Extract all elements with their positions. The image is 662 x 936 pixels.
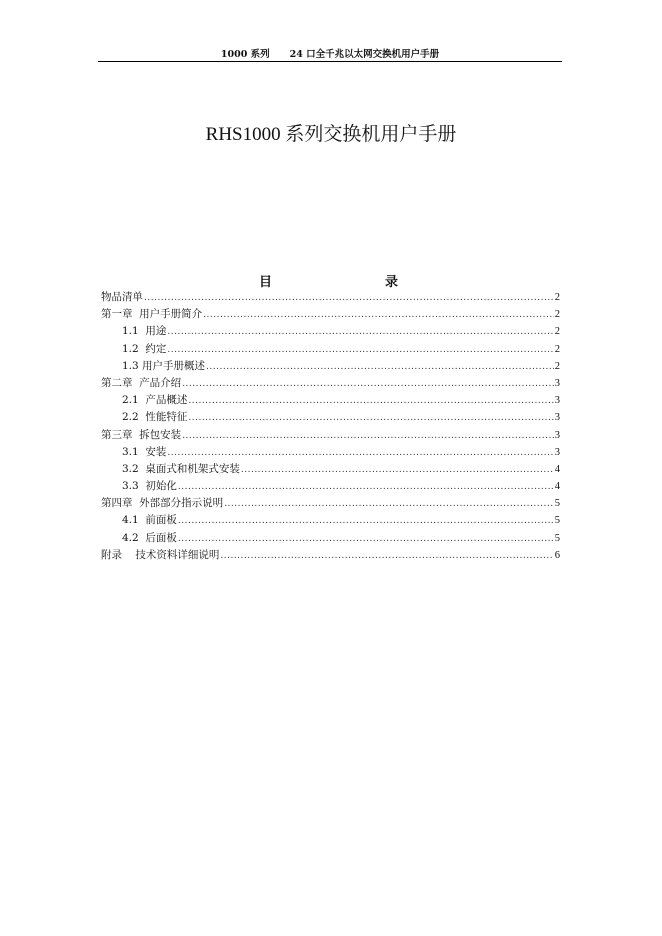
toc-entry-page: 3 bbox=[554, 446, 560, 458]
toc-entry[interactable] bbox=[101, 530, 560, 547]
toc-entry[interactable] bbox=[101, 323, 560, 340]
toc-entry-label: 附录 技术资料详细说明 bbox=[101, 548, 220, 561]
toc-leader-dots bbox=[182, 427, 554, 445]
toc-leader-dots bbox=[220, 547, 553, 565]
toc-entry-label: 1.2 约定 bbox=[122, 342, 167, 355]
toc-entry-label: 1.1 用途 bbox=[122, 325, 167, 338]
toc-entry[interactable] bbox=[101, 495, 560, 512]
toc-entry[interactable] bbox=[101, 375, 560, 392]
toc-entry-page: 2 bbox=[554, 326, 560, 338]
toc-entry-page: 3 bbox=[554, 395, 560, 407]
toc-entry-page: 3 bbox=[554, 412, 560, 424]
toc-entry-label: 3.3 初始化 bbox=[122, 480, 177, 493]
toc-entry[interactable] bbox=[101, 461, 560, 478]
toc-entry[interactable] bbox=[101, 341, 560, 358]
toc-entry-label: 物品清单 bbox=[101, 291, 143, 303]
toc-entry-label: 第三章 拆包安装 bbox=[101, 428, 182, 441]
toc-entry-page: 5 bbox=[554, 532, 560, 544]
toc-entry[interactable] bbox=[101, 547, 560, 564]
toc-leader-dots bbox=[178, 478, 554, 496]
toc-leader-dots bbox=[178, 512, 554, 530]
toc-entry[interactable] bbox=[101, 409, 560, 426]
toc-entry[interactable] bbox=[101, 512, 560, 529]
toc-entry-page: 4 bbox=[554, 481, 560, 493]
toc-leader-dots bbox=[182, 375, 554, 393]
toc-entry-label: 2.1 产品概述 bbox=[122, 394, 188, 407]
header-subtitle: 24 口全千兆以太网交换机用户手册 bbox=[289, 49, 440, 60]
toc-leader-dots bbox=[167, 323, 553, 341]
toc-entry-label: 3.2 桌面式和机架式安装 bbox=[122, 462, 240, 475]
header-series: 1000 系列 bbox=[220, 49, 270, 60]
toc-entry-label: 4.1 前面板 bbox=[122, 514, 177, 527]
toc-entry-label: 第四章 外部部分指示说明 bbox=[101, 497, 224, 510]
toc-leader-dots bbox=[144, 289, 554, 307]
toc-entry-page: 2 bbox=[554, 343, 560, 355]
toc-leader-dots bbox=[178, 530, 554, 548]
toc-leader-dots bbox=[224, 495, 554, 513]
toc-entry[interactable] bbox=[101, 306, 560, 323]
toc-entry-page: 6 bbox=[554, 549, 560, 561]
toc-entry-page: 3 bbox=[554, 377, 560, 389]
toc-entry-label: 1.3 用户手册概述 bbox=[122, 359, 206, 372]
toc-entry[interactable] bbox=[101, 392, 560, 409]
toc-entry-label: 4.2 后面板 bbox=[122, 531, 177, 544]
toc-entry-label: 第二章 产品介绍 bbox=[101, 376, 182, 389]
toc-entry-page: 4 bbox=[554, 463, 560, 475]
toc-entry[interactable] bbox=[101, 478, 560, 495]
toc-leader-dots bbox=[241, 461, 554, 479]
toc-leader-dots bbox=[167, 444, 553, 462]
toc-heading-right: 录 bbox=[385, 275, 399, 290]
document-title: RHS1000 系列交换机用户手册 bbox=[205, 124, 457, 145]
toc-entry-page: 2 bbox=[554, 309, 560, 321]
toc-leader-dots bbox=[167, 341, 553, 359]
toc-leader-dots bbox=[188, 392, 553, 410]
toc-entry-page: 5 bbox=[554, 515, 560, 527]
toc-leader-dots bbox=[206, 358, 554, 376]
toc-leader-dots bbox=[203, 306, 554, 324]
header-rule bbox=[98, 61, 562, 62]
toc-entry-page: 5 bbox=[554, 498, 560, 510]
toc-entry[interactable] bbox=[101, 427, 560, 444]
toc-entry[interactable] bbox=[101, 289, 560, 306]
page-header bbox=[98, 46, 562, 60]
toc-entry[interactable] bbox=[101, 444, 560, 461]
toc-entry-page: 2 bbox=[554, 360, 560, 372]
toc-entry-label: 2.2 性能特征 bbox=[122, 411, 188, 424]
table-of-contents bbox=[101, 289, 560, 564]
toc-heading-left: 目 bbox=[259, 275, 273, 290]
toc-entry[interactable] bbox=[101, 358, 560, 375]
toc-entry-page: 2 bbox=[554, 292, 560, 303]
toc-entry-label: 3.1 安装 bbox=[122, 445, 167, 458]
toc-entry-label: 第一章 用户手册简介 bbox=[101, 308, 203, 321]
toc-leader-dots bbox=[188, 409, 553, 427]
toc-entry-page: 3 bbox=[554, 429, 560, 441]
